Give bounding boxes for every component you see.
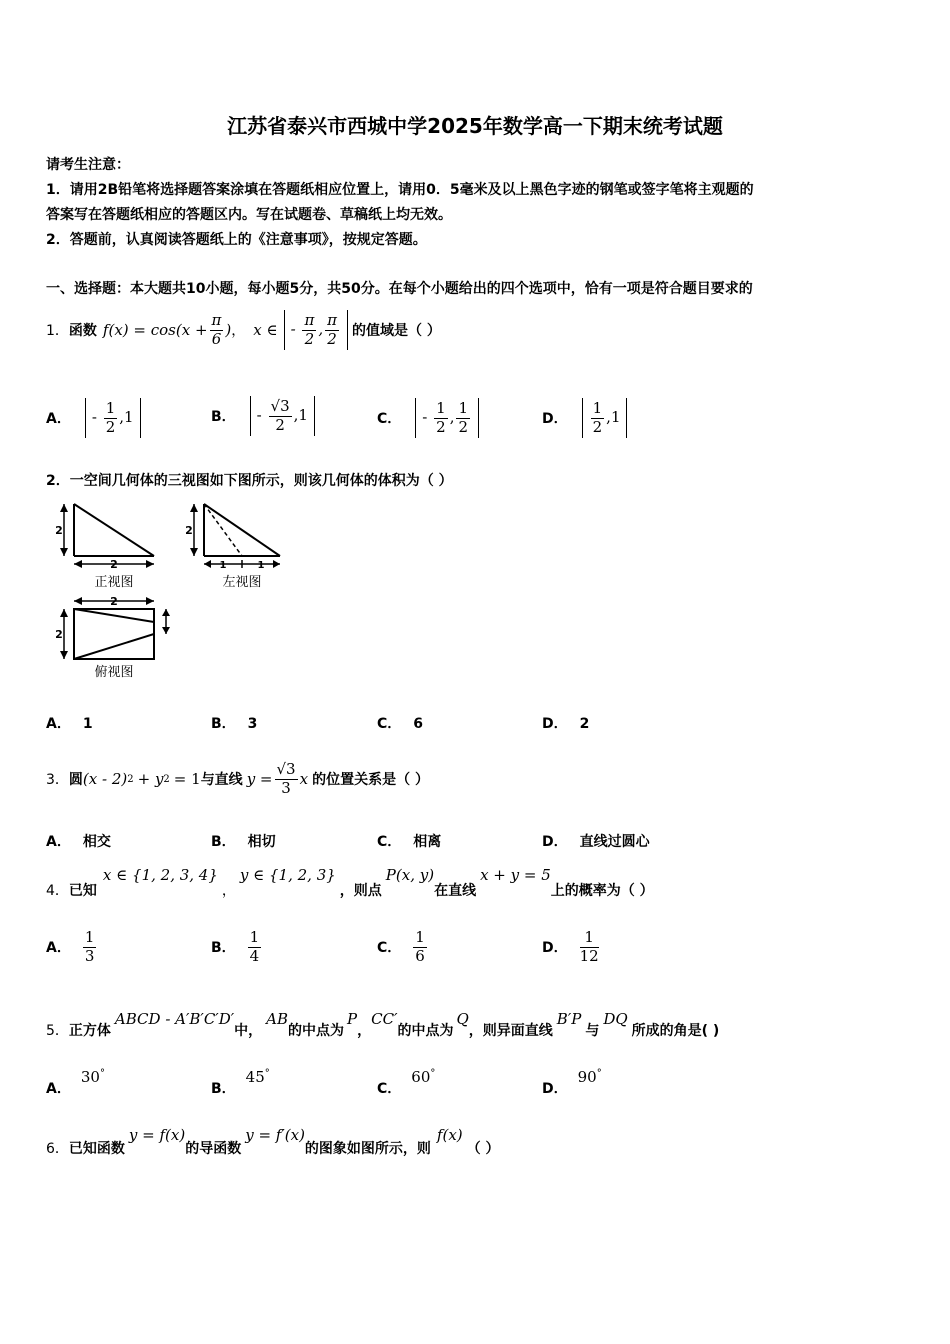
top-height-label: 2 [55,628,63,641]
q5-bp: B′P [556,1010,582,1028]
q5-option-d[interactable]: D． 90 ° [542,1068,602,1097]
q3-option-b[interactable]: B． 相切 [211,834,276,850]
q4-option-c[interactable]: C． $\frac{1}{6}$ [377,928,425,965]
front-view [55,504,154,590]
page-title: 江苏省泰兴市西城中学2025年数学高一下期末统考试题 [227,114,723,138]
section-heading: 一、选择题：本大题共10小题，每小题5分，共50分。在每个小题给出的四个选项中，恰有一项是符合题目要求的 [46,281,753,297]
question-3 [46,748,429,810]
top-width-label: 2 [110,595,118,608]
q5-text-3: ， [357,1023,372,1039]
three-view-figure [46,498,291,683]
q6-mid2: 的图象如图所示，则 [304,1141,431,1157]
q3-y-square: 2 [163,773,170,785]
q3-y-term: + y [137,770,164,788]
q4-option-b-value: $\frac{1}{4}$ [249,928,260,965]
q4-option-b[interactable]: B． $\frac{1}{4}$ [211,928,260,965]
notice-item-1-line-2: 答案写在答题纸相应的答题区内。写在试题卷、草稿纸上均无效。 [46,207,452,223]
q6-mid1: 的导函数 [185,1141,242,1157]
q4-option-c-value: $\frac{1}{6}$ [415,928,425,965]
q2-option-c[interactable]: C． 6 [377,716,424,732]
q1-prefix: 函数 [68,323,97,339]
q4-y-set: y ∈ {1, 2, 3} [239,866,336,884]
q1-option-b-interval: - $\frac{√3}{2}$ ,1 [250,396,315,436]
front-width-label: 2 [110,558,118,571]
question-1 [46,305,441,355]
q6-derivative: y = f′(x) [245,1126,305,1144]
q5-text-1: 中， [234,1023,263,1039]
q5-cc: CC′ [371,1010,398,1028]
q1-pi-over-6: $\frac{\pi}{6}$ [211,311,222,348]
q3-circle-term: (x - 2) [82,770,128,788]
notice-heading: 请考生注意： [46,157,130,173]
q1-option-c-interval: - $\frac{1}{2}$ , $\frac{1}{2}$ [415,398,479,438]
q3-mid: 与直线 [200,772,243,788]
q3-prefix: 圆 [68,772,83,788]
q4-option-d-value: $\frac{1}{12}$ [579,928,599,965]
q4-comma: ， [221,883,236,899]
q4-number: 4． [46,883,69,899]
q3-option-a[interactable]: A． 相交 [46,834,111,850]
q3-suffix: 的位置关系是（ ） [312,772,429,788]
q5-option-c[interactable]: C． 60 ° [377,1068,436,1097]
q1-option-a-interval: - $\frac{1}{2}$ ,1 [85,398,141,438]
q5-prefix: 正方体 [68,1023,111,1039]
q4-option-a-value: $\frac{1}{3}$ [84,928,95,965]
side-view-label: 左视图 [222,575,262,590]
q3-line-slope: $\frac{√3}{3}$ [276,760,296,797]
q5-text-2: 的中点为 [288,1023,345,1039]
q1-option-a[interactable]: A． - $\frac{1}{2}$ ,1 [46,392,141,444]
q1-option-d[interactable]: D． $\frac{1}{2}$ ,1 [542,392,627,444]
q5-text-7: 所成的角是( ) [631,1023,720,1039]
q6-function: y = f(x) [128,1126,186,1144]
q4-suffix: 上的概率为（ ） [550,883,654,899]
q5-dq: DQ [603,1010,628,1028]
side-height-label: 2 [185,524,193,537]
q5-text-4: 的中点为 [397,1023,454,1039]
q6-prefix: 已知函数 [68,1141,125,1157]
q5-text-6: 与 [585,1023,600,1039]
q5-cube: ABCD - A′B′C′D′ [114,1010,235,1028]
q1-close-paren: ) [225,321,232,339]
top-view [55,595,170,680]
side-width-left-label: 1 [219,560,227,571]
q5-option-a[interactable]: A． 30 ° [46,1068,105,1097]
q1-number: 1． [46,323,69,339]
notice-item-1-line-1: 1．请用2B铅笔将选择题答案涂填在答题纸相应位置上，请用0．5毫米及以上黑色字迹的钢笔或签字笔将主观题的 [46,182,754,198]
side-width-right-label: 1 [257,560,265,571]
q4-option-d[interactable]: D． $\frac{1}{12}$ [542,928,599,965]
q1-comma: ， [231,323,246,339]
question-2: 2．一空间几何体的三视图如下图所示，则该几何体的体积为（ ） [46,473,453,489]
front-height-label: 2 [55,524,63,537]
notice-item-2: 2．答题前，认真阅读答题纸上的《注意事项》，按规定答题。 [46,232,427,248]
q4-x-set: x ∈ {1, 2, 3, 4} [102,866,218,884]
q5-text-5: ，则异面直线 [468,1023,553,1039]
q5-p: P [347,1010,358,1028]
q4-point: P(x, y) [385,866,435,884]
q2-option-d[interactable]: D． 2 [542,716,590,732]
q1-option-b[interactable]: B． - $\frac{√3}{2}$ ,1 [211,386,315,446]
q4-mid1: ，则点 [339,883,382,899]
question-4 [46,866,654,900]
q3-option-d[interactable]: D． 直线过圆心 [542,834,650,850]
q1-domain-prefix: x ∈ [253,321,278,339]
q1-domain-interval: - $\frac{\pi}{2}$ , $\frac{\pi}{2}$ [284,310,348,350]
q3-number: 3． [46,772,69,788]
front-view-label: 正视图 [94,575,134,590]
top-view-label: 俯视图 [94,665,134,680]
q3-line-lhs: y = [246,770,273,788]
q3-option-c[interactable]: C． 相离 [377,834,442,850]
q4-line: x + y = 5 [480,866,551,884]
q6-fx: f(x) [436,1126,463,1144]
q3-line-x: x [299,770,309,788]
question-5 [46,1010,719,1040]
q3-square: 2 [127,773,134,785]
q1-option-c[interactable]: C． - $\frac{1}{2}$ , $\frac{1}{2}$ [377,392,479,444]
q4-mid2: 在直线 [434,883,477,899]
question-6 [46,1126,500,1158]
q1-function: f(x) = cos(x + [102,321,208,339]
q3-equals-one: = 1 [173,770,201,788]
q5-q: Q [456,1010,469,1028]
q5-option-b[interactable]: B． 45 ° [211,1068,270,1097]
q4-prefix: 已知 [68,883,97,899]
q6-number: 6． [46,1141,69,1157]
q5-ab: AB [266,1010,289,1028]
q2-option-a[interactable]: A． 1 [46,716,93,732]
side-view [185,504,280,590]
q4-option-a[interactable]: A． $\frac{1}{3}$ [46,928,95,965]
q5-number: 5． [46,1023,69,1039]
q6-suffix: （ ） [466,1141,500,1157]
q2-option-b[interactable]: B． 3 [211,716,258,732]
q1-option-d-interval: $\frac{1}{2}$ ,1 [582,398,628,438]
q1-suffix: 的值域是（ ） [351,323,441,339]
